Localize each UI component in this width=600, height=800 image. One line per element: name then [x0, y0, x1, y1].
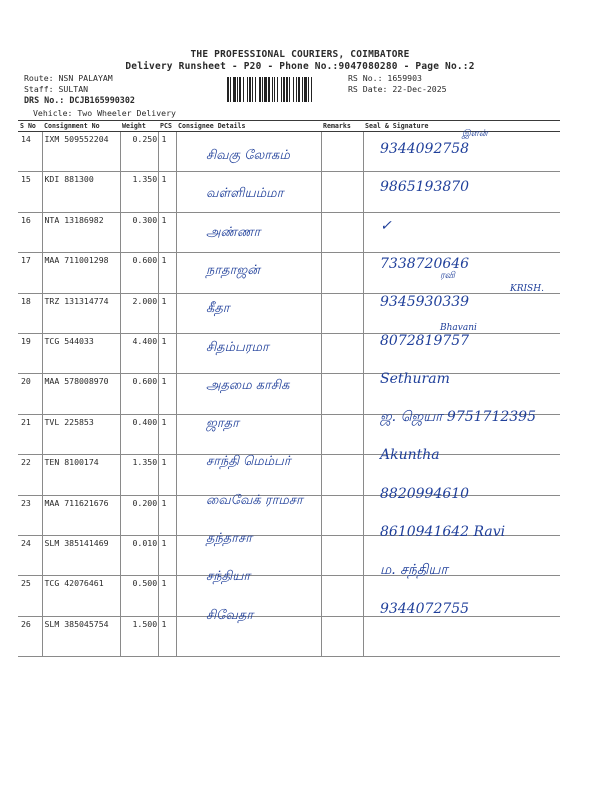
barcode-bar — [272, 77, 273, 102]
row-remarks — [321, 576, 363, 616]
barcode-bar — [298, 77, 300, 102]
handwritten-signature: 8820994610 — [380, 485, 470, 502]
row-weight: 0.400 — [120, 414, 158, 454]
handwritten-consignee: சந்தியா — [206, 569, 251, 585]
handwritten-consignee: ஜாதா — [206, 416, 239, 432]
row-remarks — [321, 535, 363, 575]
barcode — [227, 77, 344, 102]
table-row — [18, 212, 560, 252]
table-row — [18, 293, 560, 333]
row-weight: 1.350 — [120, 172, 158, 212]
row-weight: 0.600 — [120, 253, 158, 293]
barcode-bar — [274, 77, 275, 102]
header-right-block — [348, 73, 447, 95]
row-sno: 25 — [18, 576, 42, 616]
row-pcs: 1 — [158, 253, 176, 293]
row-weight: 4.400 — [120, 333, 158, 373]
row-sno: 21 — [18, 414, 42, 454]
staff-text: Staff: SULTAN — [24, 84, 89, 94]
barcode-bar — [243, 77, 244, 102]
handwritten-consignee: சிவகு லோகம் — [206, 148, 290, 163]
row-weight: 0.600 — [120, 374, 158, 414]
col-consignment: Consignment No — [42, 121, 120, 132]
barcode-bar — [296, 77, 297, 102]
row-sno: 15 — [18, 172, 42, 212]
row-sno: 18 — [18, 293, 42, 333]
handwritten-signature: 8072819757 — [380, 332, 470, 349]
handwritten-consignee: சிவேதா — [206, 607, 254, 623]
barcode-bar — [302, 77, 303, 102]
row-weight: 0.500 — [120, 576, 158, 616]
row-sno: 19 — [18, 333, 42, 373]
col-consignee: Consignee Details — [176, 121, 321, 132]
route-text: Route: NSN PALAYAM — [24, 73, 113, 83]
barcode-bar — [304, 77, 307, 102]
handwritten-note: Bhavani — [440, 322, 477, 333]
row-remarks — [321, 414, 363, 454]
barcode-bar — [262, 77, 263, 102]
col-weight: Weight — [120, 121, 158, 132]
row-remarks — [321, 616, 363, 656]
handwritten-consignee: அதமை காசிக — [206, 377, 290, 393]
handwritten-signature: ம. சந்தியா — [380, 562, 448, 579]
row-weight: 0.250 — [120, 132, 158, 172]
barcode-bar — [286, 77, 288, 102]
handwritten-note: இளன் — [462, 129, 488, 139]
barcode-bar — [283, 77, 285, 102]
table-row — [18, 616, 560, 656]
barcode-bar — [239, 77, 241, 102]
header-left-block — [24, 73, 135, 106]
row-sno: 14 — [18, 132, 42, 172]
handwritten-consignee: வைவேக் ராமசா — [206, 492, 303, 508]
handwritten-note: KRISH. — [510, 284, 544, 295]
handwritten-signature: 9344072755 — [380, 600, 470, 617]
handwritten-signature: 9345930339 — [380, 294, 470, 311]
row-weight: 2.000 — [120, 293, 158, 333]
row-seal — [363, 616, 560, 656]
barcode-bar — [281, 77, 282, 102]
row-sno: 23 — [18, 495, 42, 535]
barcode-bar — [268, 77, 270, 102]
handwritten-consignee: வள்ளியம்மா — [206, 186, 284, 202]
col-seal: Seal & Signature — [363, 121, 560, 132]
barcode-bar — [289, 77, 290, 102]
row-sno: 24 — [18, 535, 42, 575]
row-consignment: SLM 385141469 — [42, 535, 120, 575]
rs-number: RS No.: 1659903 — [348, 73, 422, 83]
row-sno: 16 — [18, 212, 42, 252]
row-consignment: KDI 881300 — [42, 172, 120, 212]
row-pcs: 1 — [158, 212, 176, 252]
row-consignment: TCG 42076461 — [42, 576, 120, 616]
row-pcs: 1 — [158, 293, 176, 333]
handwritten-signature: 8610941642 Ravi — [380, 524, 506, 540]
row-remarks — [321, 293, 363, 333]
handwritten-signature: 9344092758 — [380, 141, 470, 157]
vehicle-text: Vehicle: Two Wheeler Delivery — [33, 108, 176, 118]
row-weight: 0.200 — [120, 495, 158, 535]
barcode-bar — [277, 77, 278, 102]
barcode-bar — [255, 77, 256, 102]
col-sno: S No — [18, 121, 42, 132]
handwritten-signature: 7338720646 — [380, 255, 470, 272]
barcode-bar — [252, 77, 253, 102]
row-remarks — [321, 374, 363, 414]
handwritten-consignee: சிதம்பரமா — [206, 339, 269, 355]
runsheet-title: Delivery Runsheet - P20 - Phone No.:9047080280 - Page No.:2 — [125, 61, 475, 72]
row-remarks — [321, 172, 363, 212]
handwritten-consignee: கீதா — [206, 301, 230, 317]
row-pcs: 1 — [158, 132, 176, 172]
col-remarks: Remarks — [321, 121, 363, 132]
table-row — [18, 576, 560, 616]
row-seal — [363, 212, 560, 252]
row-consignment: TCG 544033 — [42, 333, 120, 373]
barcode-bar — [227, 77, 229, 102]
barcode-bar — [259, 77, 261, 102]
handwritten-consignee: நாதாஜன் — [206, 262, 260, 278]
row-pcs: 1 — [158, 576, 176, 616]
col-pcs: PCS — [158, 121, 176, 132]
barcode-bar — [293, 77, 294, 102]
row-consignment: TRZ 131314774 — [42, 293, 120, 333]
row-pcs: 1 — [158, 455, 176, 495]
handwritten-consignee: அண்ணா — [206, 224, 261, 240]
rs-date: RS Date: 22-Dec-2025 — [348, 84, 447, 94]
row-consignment: IXM 509552204 — [42, 132, 120, 172]
table-row — [18, 253, 560, 293]
barcode-bar — [308, 77, 309, 102]
barcode-bar — [247, 77, 248, 102]
row-weight: 1.350 — [120, 455, 158, 495]
row-weight: 0.300 — [120, 212, 158, 252]
row-consignment: MAA 578008970 — [42, 374, 120, 414]
table-row — [18, 333, 560, 373]
row-weight: 1.500 — [120, 616, 158, 656]
row-consignment: SLM 385045754 — [42, 616, 120, 656]
handwritten-signature: ✓ — [380, 217, 392, 234]
row-remarks — [321, 253, 363, 293]
barcode-bar — [311, 77, 312, 102]
row-remarks — [321, 495, 363, 535]
row-consignment: TVL 225853 — [42, 414, 120, 454]
row-remarks — [321, 333, 363, 373]
handwritten-consignee: தந்தாசா — [206, 531, 253, 546]
row-sno: 26 — [18, 616, 42, 656]
row-remarks — [321, 455, 363, 495]
row-sno: 17 — [18, 253, 42, 293]
row-consignment: NTA 13186982 — [42, 212, 120, 252]
row-weight: 0.010 — [120, 535, 158, 575]
row-pcs: 1 — [158, 535, 176, 575]
row-consignment: MAA 711001298 — [42, 253, 120, 293]
handwritten-signature: Sethuram — [380, 370, 450, 387]
row-consignment: TEN 8100174 — [42, 455, 120, 495]
row-pcs: 1 — [158, 414, 176, 454]
handwritten-signature: Akuntha — [380, 447, 440, 464]
row-remarks — [321, 132, 363, 172]
row-consignee — [176, 293, 321, 333]
table-row — [18, 535, 560, 575]
row-pcs: 1 — [158, 374, 176, 414]
row-pcs: 1 — [158, 616, 176, 656]
row-sno: 20 — [18, 374, 42, 414]
row-consignee — [176, 414, 321, 454]
row-pcs: 1 — [158, 172, 176, 212]
barcode-bar — [233, 77, 236, 102]
row-pcs: 1 — [158, 333, 176, 373]
row-remarks — [321, 212, 363, 252]
row-sno: 22 — [18, 455, 42, 495]
company-title: THE PROFESSIONAL COURIERS, COIMBATORE — [190, 49, 410, 60]
barcode-bar — [230, 77, 231, 102]
row-consignment: MAA 711621676 — [42, 495, 120, 535]
barcode-bar — [264, 77, 267, 102]
handwritten-signature: 9865193870 — [380, 179, 470, 196]
drs-number: DRS No.: DCJB165990302 — [24, 95, 135, 105]
barcode-bar — [237, 77, 238, 102]
handwritten-note: ரவி — [440, 270, 455, 281]
table-row — [18, 172, 560, 212]
barcode-bar — [249, 77, 251, 102]
row-pcs: 1 — [158, 495, 176, 535]
handwritten-signature: ஜ. ஜெயா 9751712395 — [380, 409, 536, 426]
handwritten-consignee: சாந்தி மெம்பர் — [206, 454, 291, 470]
